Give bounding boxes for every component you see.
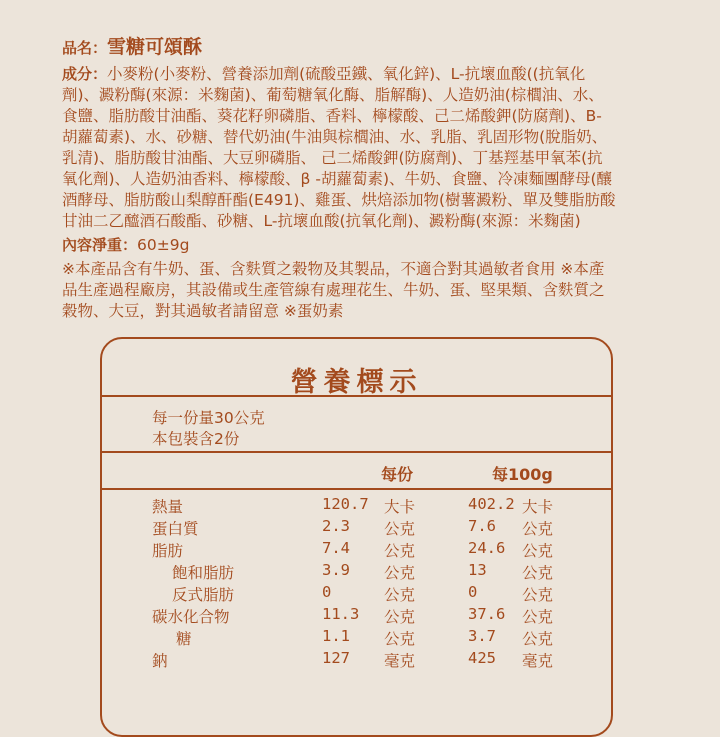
nutrient-row [102, 649, 611, 671]
nutrition-title: 營養標示 [290, 367, 423, 398]
per-100g-value: 37.6 [468, 605, 506, 623]
allergen-line: 品生產過程廠房，其設備或生產管線有處理花生、牛奶、蛋、堅果類、含麩質之 [62, 281, 605, 299]
per-serving-value: 3.9 [322, 561, 350, 579]
product-name-line [62, 34, 672, 61]
per-100g-value: 402.2 [468, 495, 515, 513]
servings-per-pack: 本包裝含2份 [152, 430, 240, 448]
nutrient-row [102, 495, 611, 517]
product-name-label: 品名： [62, 39, 108, 57]
nutrient-row [102, 561, 611, 583]
column-header-per-serving: 每份 [381, 465, 414, 484]
ingredients-line: 小麥粉(小麥粉、營養添加劑(硫酸亞鐵、氧化鋅)、L-抗壞血酸((抗氧化 [107, 65, 586, 83]
per-serving-unit: 大卡 [384, 498, 416, 516]
nutrition-facts-panel [100, 337, 613, 737]
per-100g-value: 24.6 [468, 539, 506, 557]
per-serving-value: 127 [322, 649, 350, 667]
allergen-notice [62, 259, 672, 322]
ingredients-line: 酒酵母、脂肪酸山梨醇酐酯(E491)、雞蛋、烘焙添加物(樹薯澱粉、單及雙脂肪酸 [62, 191, 616, 209]
nutrient-row [102, 627, 611, 649]
per-serving-unit: 公克 [384, 630, 416, 648]
per-serving-value: 2.3 [322, 517, 350, 535]
serving-size: 每一份量30公克 [152, 409, 265, 427]
per-serving-value: 11.3 [322, 605, 360, 623]
nutrient-name: 碳水化合物 [152, 608, 230, 626]
net-weight-value: 60±9g [137, 236, 190, 254]
per-serving-unit: 公克 [384, 586, 416, 604]
per-100g-unit: 公克 [522, 542, 554, 560]
ingredients-label: 成分： [62, 65, 108, 83]
per-serving-unit: 公克 [384, 608, 416, 626]
per-100g-unit: 公克 [522, 564, 554, 582]
per-serving-value: 1.1 [322, 627, 350, 645]
net-weight [62, 235, 672, 256]
per-serving-value: 0 [322, 583, 332, 601]
nutrient-row [102, 605, 611, 627]
nutrient-name: 蛋白質 [152, 520, 199, 538]
divider [102, 488, 611, 490]
per-100g-unit: 公克 [522, 630, 554, 648]
per-100g-unit: 公克 [522, 586, 554, 604]
nutrient-name: 飽和脂肪 [172, 564, 235, 582]
ingredients-line: 胡蘿蔔素)、水、砂糖、替代奶油(牛油與棕櫚油、水、乳脂、乳固形物(脫脂奶、 [62, 128, 608, 146]
nutrient-row [102, 539, 611, 561]
column-header-per-100g: 每100g [492, 465, 553, 484]
per-serving-unit: 公克 [384, 520, 416, 538]
per-100g-unit: 大卡 [522, 498, 554, 516]
ingredients-line: 氧化劑)、人造奶油香料、檸檬酸、β -胡蘿蔔素)、牛奶、食鹽、冷凍麵團酵母(釀 [62, 170, 613, 188]
per-serving-value: 7.4 [322, 539, 350, 557]
ingredients-line: 甘油二乙醯酒石酸酯、砂糖、L-抗壞血酸(抗氧化劑)、澱粉酶(來源：米麴菌) [62, 212, 581, 230]
per-serving-unit: 公克 [384, 542, 416, 560]
nutrient-name: 糖 [176, 630, 192, 648]
per-100g-value: 13 [468, 561, 487, 579]
per-100g-value: 425 [468, 649, 496, 667]
nutrient-name: 鈉 [152, 652, 168, 670]
product-info [62, 34, 672, 322]
per-100g-unit: 毫克 [522, 652, 554, 670]
nutrient-name: 反式脂肪 [172, 586, 235, 604]
product-name: 雪糖可頌酥 [107, 36, 203, 58]
ingredients-line: 乳清)、脂肪酸甘油酯、大豆卵磷脂、 己二烯酸鉀(防腐劑)、丁基羥基甲氧苯(抗 [62, 149, 603, 167]
nutrient-row [102, 583, 611, 605]
per-100g-value: 0 [468, 583, 478, 601]
divider [102, 395, 611, 397]
divider [102, 451, 611, 453]
serving-info [152, 408, 265, 450]
ingredients-line: 劑)、澱粉酶(來源：米麴菌)、葡萄糖氧化酶、脂解酶)、人造奶油(棕櫚油、水、 [62, 86, 604, 104]
per-100g-value: 7.6 [468, 517, 496, 535]
allergen-line: 穀物、大豆，對其過敏者請留意 ※蛋奶素 [62, 302, 344, 320]
ingredients [62, 64, 672, 232]
nutrient-name: 熱量 [152, 498, 184, 516]
per-100g-unit: 公克 [522, 520, 554, 538]
allergen-line: ※本產品含有牛奶、蛋、含麩質之穀物及其製品，不適合對其過敏者食用 ※本產 [62, 260, 605, 278]
per-serving-value: 120.7 [322, 495, 369, 513]
per-100g-unit: 公克 [522, 608, 554, 626]
nutrient-row [102, 517, 611, 539]
nutrient-name: 脂肪 [152, 542, 184, 560]
per-serving-unit: 毫克 [384, 652, 416, 670]
ingredients-line: 食鹽、脂肪酸甘油酯、葵花籽卵磷脂、香料、檸檬酸、己二烯酸鉀(防腐劑)、B- [62, 107, 602, 125]
net-weight-label: 內容淨重： [62, 236, 138, 254]
per-100g-value: 3.7 [468, 627, 496, 645]
per-serving-unit: 公克 [384, 564, 416, 582]
